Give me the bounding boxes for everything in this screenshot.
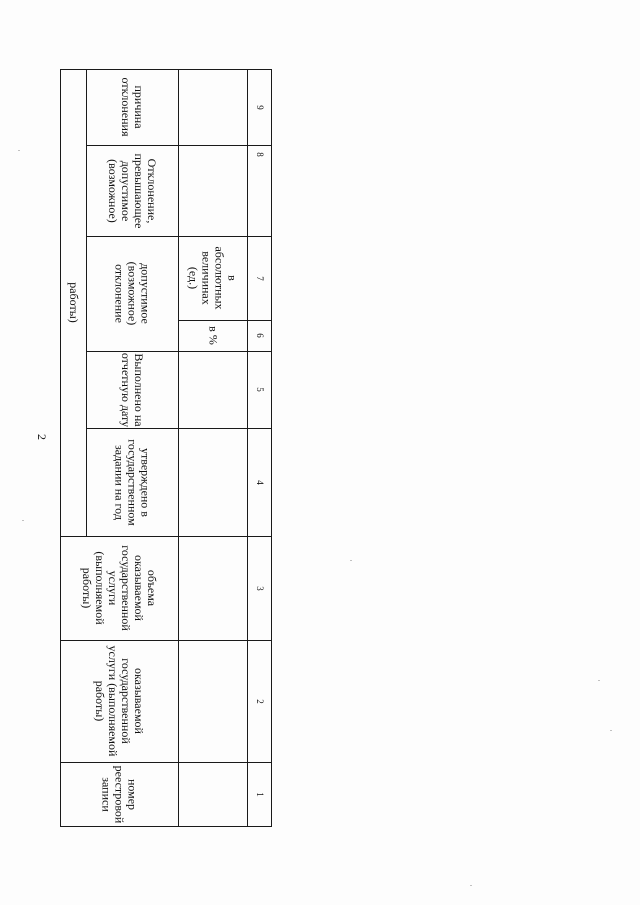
page-number: 2 bbox=[35, 434, 49, 440]
column-number: 5 bbox=[254, 387, 265, 392]
scan-speck bbox=[22, 520, 24, 521]
column-number: 4 bbox=[254, 479, 265, 485]
header-reason: причина отклонения bbox=[119, 77, 146, 137]
header-absolute: в абсолютных величинах (ед.) bbox=[186, 246, 240, 310]
header-registry-number: номер реестровой записи bbox=[99, 765, 140, 823]
header-group-works: работы) bbox=[66, 282, 81, 323]
column-number: 1 bbox=[254, 791, 265, 797]
column-number: 8 bbox=[254, 152, 265, 157]
scan-speck bbox=[598, 680, 600, 681]
divider bbox=[178, 69, 179, 826]
column-number: 7 bbox=[254, 275, 265, 281]
header-percent: в % bbox=[206, 326, 220, 345]
header-approved: утверждено в государственном задании на год bbox=[112, 438, 153, 526]
header-volume: объема оказываемой государственной услуги (выполняемой работы) bbox=[80, 545, 159, 631]
header-exceeding-deviation: Отклонение, превышающее допустимое (возможное) bbox=[106, 153, 159, 228]
table-border-right bbox=[271, 69, 272, 826]
scan-speck bbox=[18, 150, 20, 151]
table-border-bottom bbox=[60, 826, 272, 827]
scan-speck bbox=[470, 885, 472, 886]
header-service: оказываемой государственной услуги (выполняемой работы) bbox=[93, 645, 146, 757]
column-number: 9 bbox=[254, 104, 265, 110]
header-done: Выполнено на отчетную дату bbox=[119, 352, 146, 427]
scan-speck bbox=[350, 560, 352, 561]
column-number: 6 bbox=[254, 333, 265, 338]
column-number: 2 bbox=[254, 698, 265, 704]
scan-speck bbox=[610, 730, 612, 731]
header-allowed-deviation: допустимое (возможное) отклонение bbox=[112, 261, 153, 326]
column-number: 3 bbox=[254, 585, 265, 591]
